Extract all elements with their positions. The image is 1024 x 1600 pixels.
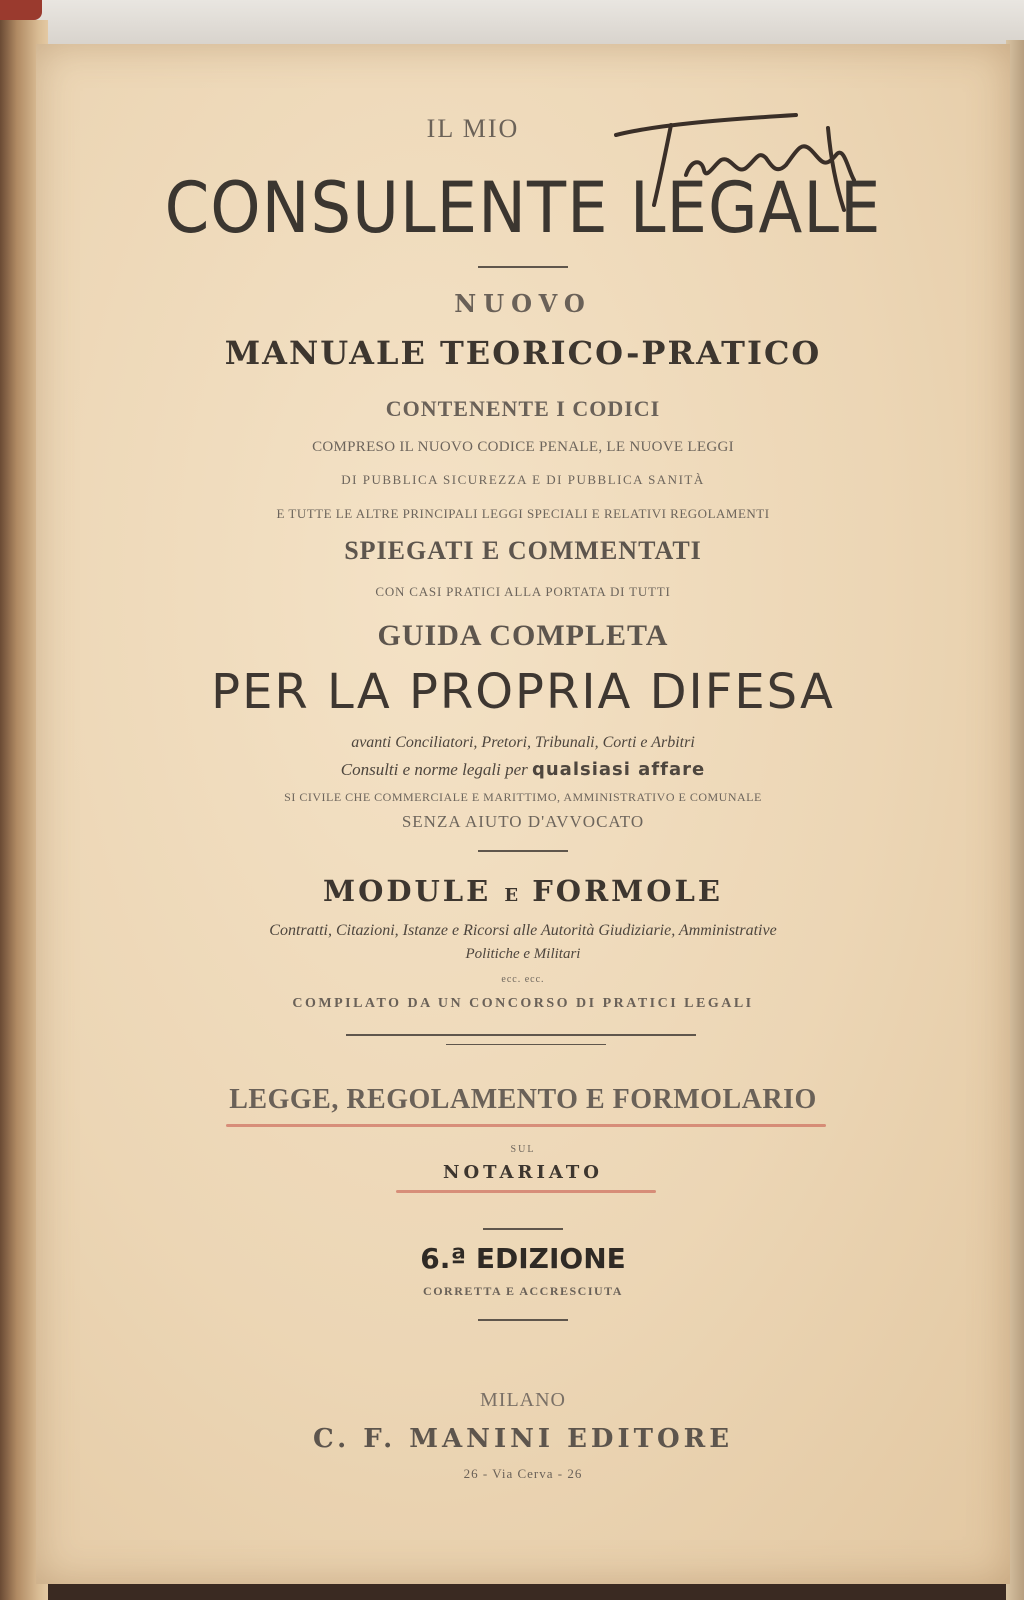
text-sul: SUL	[510, 1144, 536, 1155]
divider	[478, 850, 568, 852]
text-con-casi: CON CASI PRATICI ALLA PORTATA DI TUTTI	[375, 584, 671, 599]
red-underline	[226, 1124, 826, 1127]
text-tutte: E TUTTE LE ALTRE PRINCIPALI LEGGI SPECIALI E RELATIVI REGOLAMENTI	[276, 506, 770, 521]
text-module-formole	[36, 874, 1010, 908]
text-ecc: ecc. ecc.	[501, 974, 545, 985]
text-module: MODULE	[322, 874, 492, 908]
text-difesa: PER LA PROPRIA DIFESA	[211, 664, 835, 720]
text-senza: SENZA AIUTO D'AVVOCATO	[401, 812, 645, 831]
main-title: CONSULENTE LEGALE	[164, 168, 882, 250]
subtitle-nuovo: NUOVO	[454, 289, 592, 318]
text-politiche: Politiche e Militari	[465, 946, 581, 962]
text-editore: C. F. MANINI EDITORE	[312, 1424, 734, 1454]
text-contenente: CONTENENTE I CODICI	[385, 396, 661, 421]
text-legge: LEGGE, REGOLAMENTO E FORMOLARIO	[229, 1084, 817, 1115]
text-guida: GUIDA COMPLETA	[377, 619, 669, 652]
heading-small: IL MIO	[426, 114, 520, 143]
subtitle-manuale: MANUALE TEORICO-PRATICO	[224, 334, 822, 372]
book-cover-corner	[0, 0, 42, 20]
text-corretta: CORRETTA E ACCRESCIUTA	[423, 1284, 623, 1298]
text-via: 26 - Via Cerva - 26	[463, 1466, 583, 1481]
text-contratti: Contratti, Citazioni, Istanze e Ricorsi alle Autorità Giudiziarie, Amministrative	[269, 922, 777, 939]
red-underline	[396, 1190, 656, 1193]
divider	[346, 1034, 696, 1036]
text-edizione: 6.ª EDIZIONE	[420, 1242, 626, 1275]
text-compilato: COMPILATO DA UN CONCORSO DI PRATICI LEGALI	[292, 996, 754, 1011]
title-page	[36, 44, 1010, 1584]
text-consulti-prefix: Consulti e norme legali per	[340, 760, 528, 779]
text-compreso: COMPRESO IL NUOVO CODICE PENALE, LE NUOVE LEGGI	[312, 439, 734, 455]
text-formole: FORMOLE	[532, 874, 724, 908]
divider	[478, 1319, 568, 1321]
text-consulti	[36, 759, 1010, 780]
text-avanti: avanti Conciliatori, Pretori, Tribunali, Corti e Arbitri	[351, 734, 695, 751]
text-civile: SI CIVILE CHE COMMERCIALE E MARITTIMO, AMMINISTRATIVO E COMUNALE	[284, 790, 762, 804]
background-surface	[0, 0, 1024, 46]
divider	[483, 1228, 563, 1230]
divider	[446, 1044, 606, 1045]
text-spiegati: SPIEGATI E COMMENTATI	[344, 536, 702, 565]
divider	[478, 266, 568, 268]
text-milano: MILANO	[480, 1389, 566, 1411]
text-sicurezza: DI PUBBLICA SICUREZZA E DI PUBBLICA SANITÀ	[341, 472, 705, 487]
text-qualsiasi: qualsiasi affare	[531, 759, 706, 780]
text-notariato: NOTARIATO	[443, 1162, 603, 1183]
text-e: E	[504, 885, 520, 906]
